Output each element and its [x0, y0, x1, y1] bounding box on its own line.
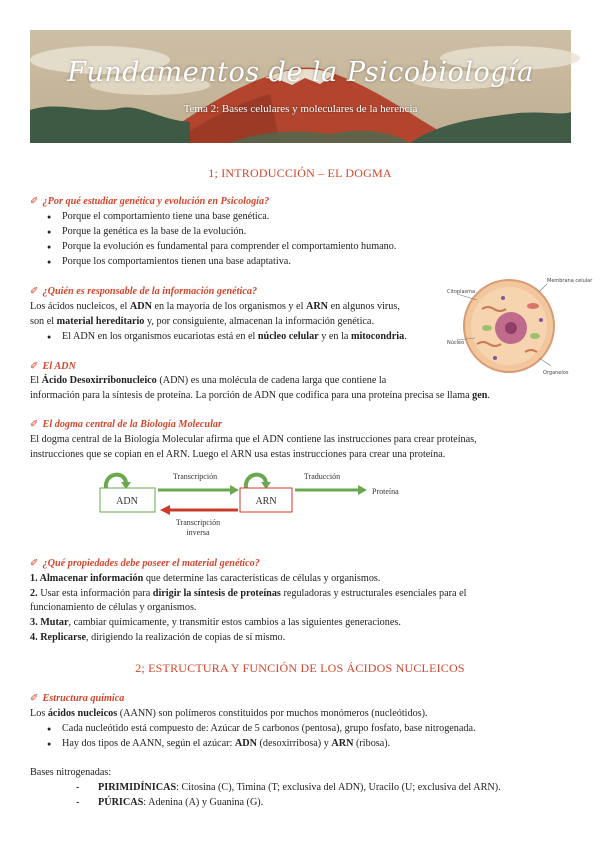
heading-dogma: ✐ El dogma central de la Biología Molecular — [30, 419, 222, 430]
paragraph: son el material hereditario y, por consiguiente, almacenan la información genética. — [30, 316, 375, 327]
list-item: - PIRIMIDÍNICAS: Citosina (C), Timina (T; exclusiva del ADN), Uracilo (U; exclusiva del ARN). — [76, 782, 501, 793]
cell-label-organelos: Organelos — [543, 370, 569, 376]
cell-illustration — [447, 274, 593, 378]
cell-label-membrana: Membrana celular — [547, 278, 593, 284]
pencil-icon: ✐ — [30, 693, 39, 704]
pencil-icon: ✐ — [30, 419, 39, 430]
paragraph: Los ácidos nucleicos (AANN) son polímeros constituidos por muchos monómeros (nucleótidos). — [30, 708, 428, 719]
dogma-diagram — [100, 466, 430, 546]
property-item-cont: funcionamiento de células y organismos. — [30, 602, 197, 613]
question-responsible: ✐ ¿Quién es responsable de la información genética? — [30, 286, 258, 297]
list-item: - PÚRICAS: Adenina (A) y Guanina (G). — [76, 797, 264, 808]
question-why-genetics: ✐ ¿Por qué estudiar genética y evolución en Psicología? — [30, 196, 270, 207]
arn-label: ARN — [255, 496, 277, 507]
property-item: 3. Mutar, cambiar químicamente, y transmitir estos cambios a las siguientes generaciones. — [30, 617, 401, 628]
section-title-structure: 2; ESTRUCTURA Y FUNCIÓN DE LOS ÁCIDOS NUCLEICOS — [135, 661, 465, 675]
adn-label: ADN — [116, 496, 138, 507]
paragraph: El dogma central de la Biología Molecular afirma que el ADN contiene las instrucciones para crear proteínas, — [30, 434, 477, 445]
pencil-icon: ✐ — [30, 286, 39, 297]
property-item: 1. Almacenar información que determine las características de células y organismos. — [30, 573, 381, 584]
list-item: ● Porque la evolución es fundamental para comprender el comportamiento humano. — [48, 240, 396, 254]
list-item: ● El ADN en los organismos eucariotas está en el núcleo celular y en la mitocondria. — [48, 330, 407, 344]
question-properties: ✐ ¿Qué propiedades debe poseer el material genético? — [30, 558, 260, 569]
traduccion-label: Traducción — [303, 472, 341, 481]
section-title-intro: 1; INTRODUCCIÓN – EL DOGMA — [208, 166, 392, 180]
paragraph: instrucciones que se copian en el ARN. Luego el ARN usa estas instrucciones para crear una proteína. — [30, 449, 446, 460]
list-item: ● Porque los comportamientos tienen una base adaptativa. — [48, 255, 291, 269]
paragraph: Los ácidos nucleicos, el ADN en la mayoría de los organismos y el ARN en algunos virus, — [30, 301, 400, 312]
list-item: ● Porque el comportamiento tiene una base genética. — [48, 210, 269, 224]
heading-adn: ✐ El ADN — [30, 361, 76, 372]
list-item: ● Porque la genética es la base de la evolución. — [48, 225, 246, 239]
inversa-label-2: inversa — [186, 528, 210, 537]
list-item: ● Cada nucleótido está compuesto de: Azúcar de 5 carbonos (pentosa), grupo fosfato, base nitrogenada. — [48, 722, 476, 736]
pencil-icon: ✐ — [30, 361, 39, 372]
paragraph: información para la síntesis de proteína. La porción de ADN que codifica para una proteína precisa se llama gen. — [30, 390, 490, 401]
bases-label: Bases nitrogenadas: — [30, 767, 112, 778]
paragraph: El Ácido Desoxirribonucleico (ADN) es una molécula de cadena larga que contiene la — [30, 375, 387, 386]
pencil-icon: ✐ — [30, 196, 39, 207]
replication-arrow-arn — [246, 475, 266, 488]
transcripcion-label: Transcripción — [172, 472, 218, 481]
property-item: 4. Replicarse, dirigiendo la realización de copias de sí mismo. — [30, 632, 286, 643]
replication-arrow-adn — [106, 475, 126, 488]
cell-label-citoplasma: Citoplasma — [447, 289, 476, 295]
heading-structure: ✐ Estructura química — [30, 693, 125, 704]
pencil-icon: ✐ — [30, 558, 39, 569]
document-subtitle: Tema 2: Bases celulares y moleculares de la herencia — [183, 103, 418, 115]
list-item: ● Hay dos tipos de AANN, según el azúcar: ADN (desoxirribosa) y ARN (ribosa). — [48, 737, 390, 751]
proteina-label: Proteína — [372, 487, 399, 496]
cell-label-nucleo: Núcleo — [447, 340, 465, 346]
inversa-label-1: Transcripción — [175, 518, 221, 527]
header-banner — [30, 30, 571, 143]
document-title: Fundamentos de la Psicobiología — [67, 57, 534, 88]
property-item: 2. Usar esta información para dirigir la síntesis de proteínas reguladoras y estructurales esenciales para el — [30, 588, 467, 599]
